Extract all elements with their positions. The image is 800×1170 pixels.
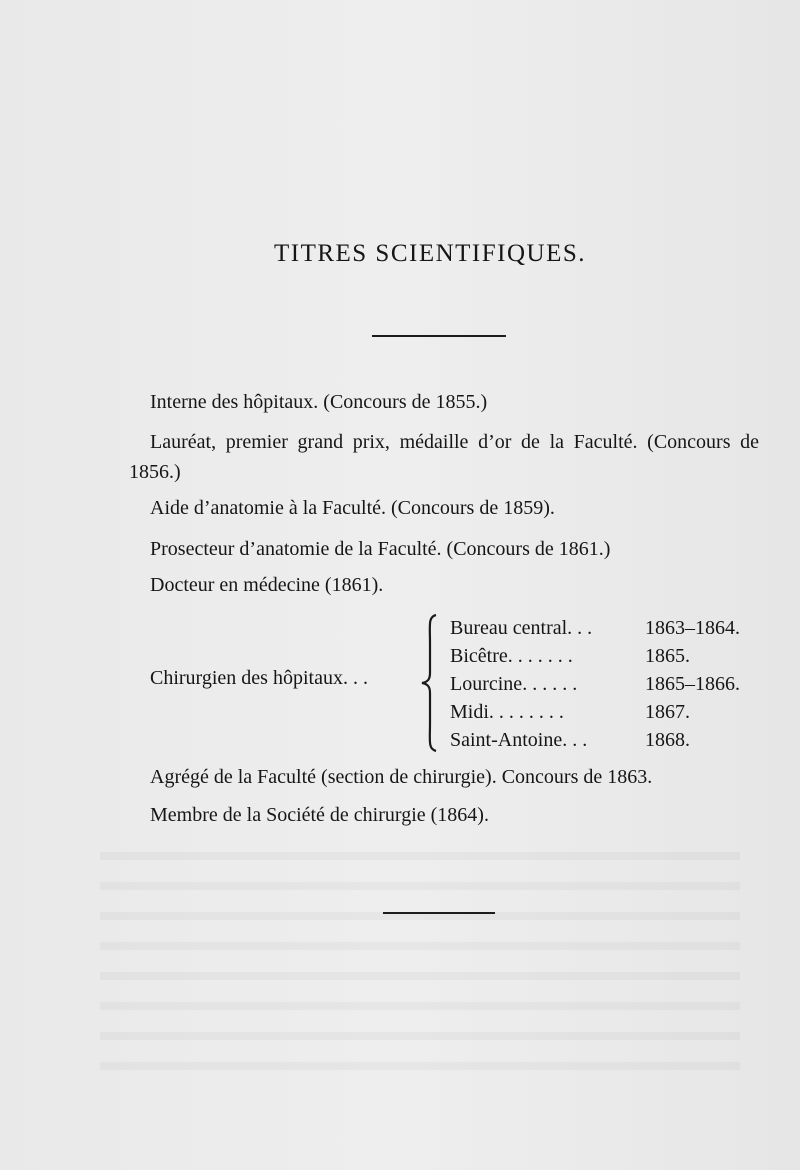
page-title: TITRES SCIENTIFIQUES. <box>273 240 587 267</box>
hospital-years: 1868. <box>645 729 690 751</box>
entry-laureat: Lauréat, premier grand prix, médaille d’or de la Faculté. (Concours de 1856.) <box>129 431 759 483</box>
entry-membre: Membre de la Société de chirurgie (1864). <box>150 804 489 826</box>
entry-prosecteur: Prosecteur d’anatomie de la Faculté. (Concours de 1861.) <box>150 538 611 560</box>
hospital-years: 1867. <box>645 701 690 723</box>
entry-aide: Aide d’anatomie à la Faculté. (Concours de 1859). <box>150 497 555 519</box>
hospital-name: Bicêtre. . . . . . . <box>450 645 573 667</box>
title-rule <box>372 335 506 337</box>
hospital-name: Bureau central. . . <box>450 617 593 639</box>
hospital-years: 1863–1864. <box>645 617 740 639</box>
curly-brace <box>418 613 442 753</box>
chirurgien-label: Chirurgien des hôpitaux. . . <box>150 667 368 689</box>
entry-interne: Interne des hôpitaux. (Concours de 1855.) <box>150 391 488 413</box>
entry-agrege: Agrégé de la Faculté (section de chirurgie). Concours de 1863. <box>150 766 653 788</box>
hospital-name: Midi. . . . . . . . <box>450 701 564 723</box>
entry-docteur: Docteur en médecine (1861). <box>150 574 384 596</box>
hospital-name: Lourcine. . . . . . <box>450 673 578 695</box>
closing-rule <box>383 912 495 914</box>
hospital-name: Saint-Antoine. . . <box>450 729 588 751</box>
hospital-years: 1865–1866. <box>645 673 740 695</box>
bleed-through-texture <box>100 830 740 1070</box>
hospital-years: 1865. <box>645 645 690 667</box>
